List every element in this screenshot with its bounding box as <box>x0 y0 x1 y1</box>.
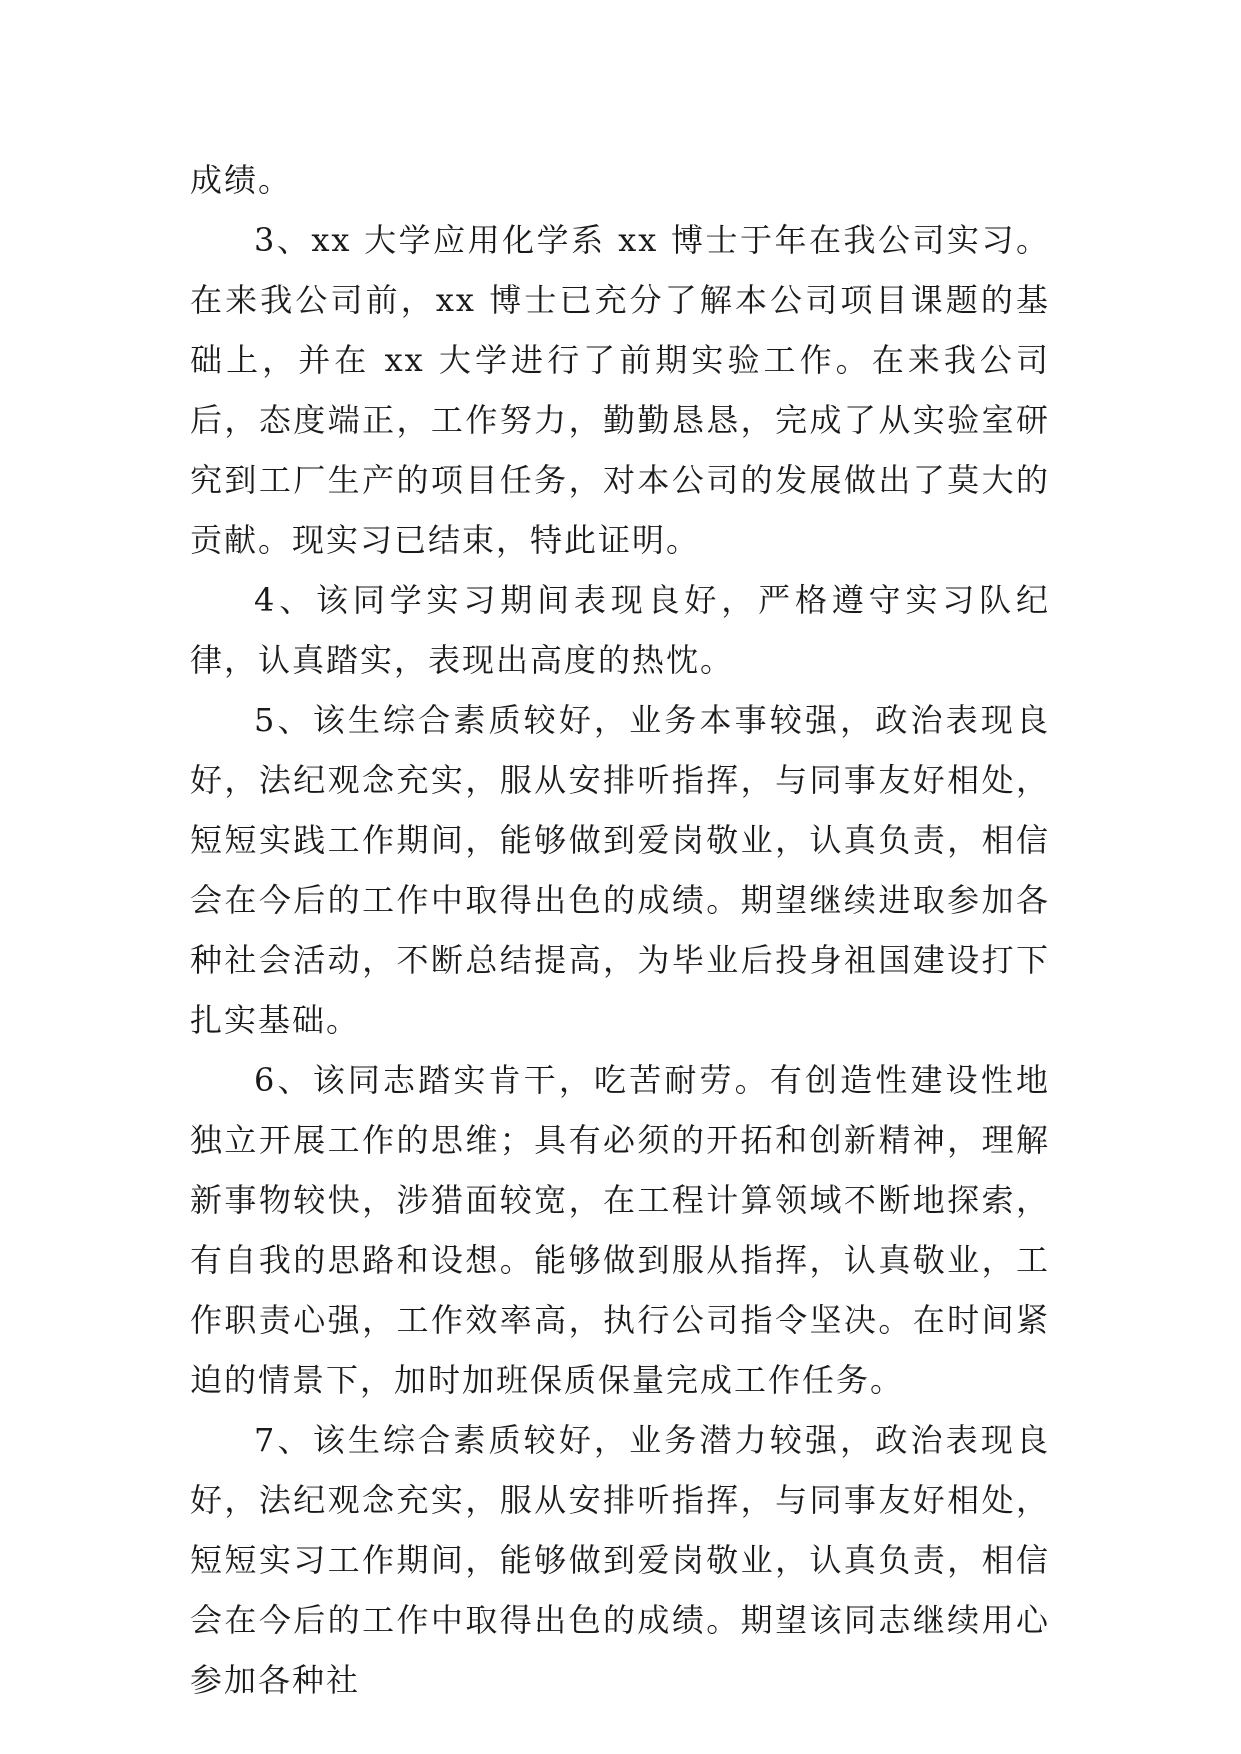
paragraph-item-4: 4、该同学实习期间表现良好，严格遵守实习队纪律，认真踏实，表现出高度的热忱。 <box>190 581 1050 679</box>
document-body <box>190 150 1050 1710</box>
paragraph-continuation: 成绩。 <box>190 161 293 199</box>
paragraph-item-6: 6、该同志踏实肯干，吃苦耐劳。有创造性建设性地独立开展工作的思维；具有必须的开拓和创新精神，理解新事物较快，涉猎面较宽，在工程计算领域不断地探索，有自我的思路和设想。能够做到服从指挥，认真敬业，工作职责心强，工作效率高，执行公司指令坚决。在时间紧迫的情景下，加时加班保质保量完成工作任务。 <box>190 1061 1050 1399</box>
paragraph-item-5: 5、该生综合素质较好，业务本事较强，政治表现良好，法纪观念充实，服从安排听指挥，与同事友好相处，短短实践工作期间，能够做到爱岗敬业，认真负责，相信会在今后的工作中取得出色的成绩。期望继续进取参加各种社会活动，不断总结提高，为毕业后投身祖国建设打下扎实基础。 <box>190 701 1050 1039</box>
paragraph-item-7: 7、该生综合素质较好，业务潜力较强，政治表现良好，法纪观念充实，服从安排听指挥，与同事友好相处，短短实习工作期间，能够做到爱岗敬业，认真负责，相信会在今后的工作中取得出色的成绩。期望该同志继续用心参加各种社 <box>190 1421 1050 1699</box>
paragraph-item-3: 3、xx 大学应用化学系 xx 博士于年在我公司实习。在来我公司前，xx 博士已充分了解本公司项目课题的基础上，并在 xx 大学进行了前期实验工作。在来我公司后，态度端正，工作努力，勤勤恳恳，完成了从实验室研究到工厂生产的项目任务，对本公司的发展做出了莫大的贡献。现实习已结束，特此证明。 <box>190 221 1050 559</box>
